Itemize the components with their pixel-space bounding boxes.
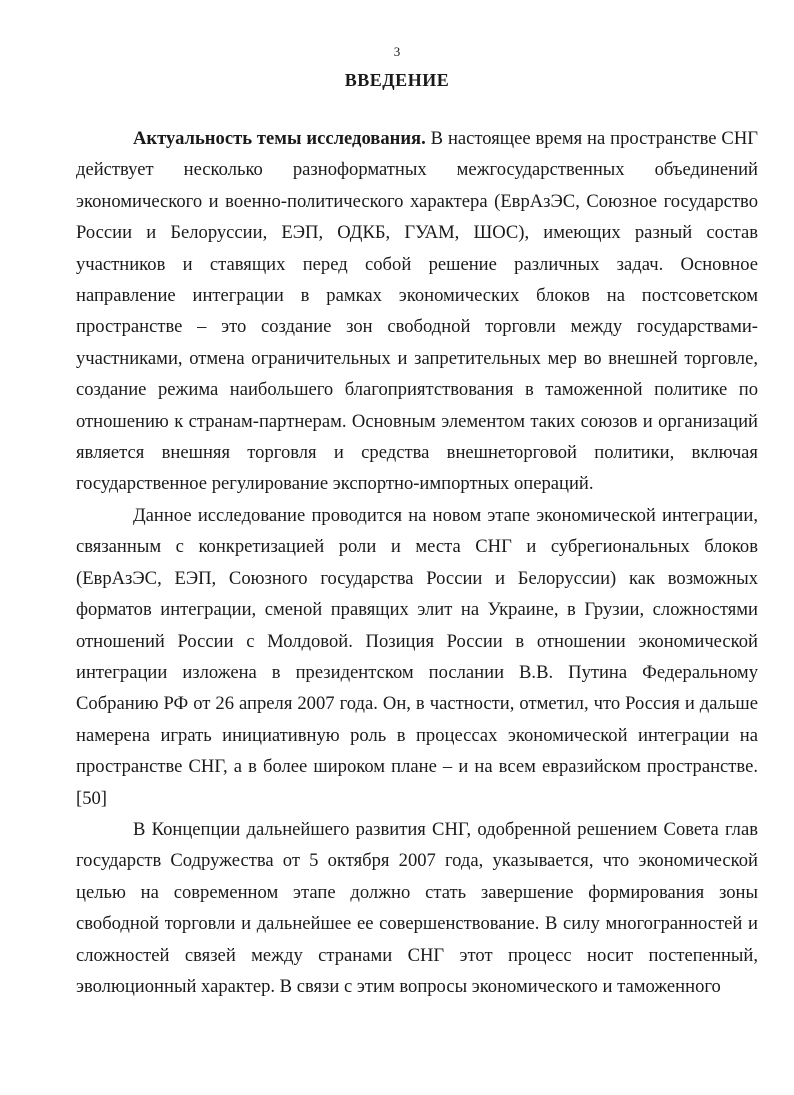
paragraph-cis-concept xyxy=(76,814,758,1002)
paragraph-lead: Актуальность темы исследования. xyxy=(133,128,426,149)
section-heading: ВВЕДЕНИЕ xyxy=(344,70,450,90)
paragraph-relevance xyxy=(76,123,758,500)
paragraph-text: Данное исследование проводится на новом этапе экономической интеграции, связанным с конкретизацией роли и места СНГ и субрегиональных блоков (ЕврАзЭС, ЕЭП, Союзного государства России и Белоруссии) как возможных форматов интеграции, сменой правящих элит на Украине, в Грузии, сложностями отношений России с Молдовой. Позиция России в отношении экономической интеграции изложена в президентском послании В.В. Путина Федеральному Собранию РФ от 26 апреля 2007 года. Он, в частности, отметил, что Россия и дальше намерена играть инициативную роль в процессах экономической интеграции на пространстве СНГ, а в более широком плане – и на всем евразийском пространстве.[50] xyxy=(76,504,758,809)
paragraph-integration-stage xyxy=(76,500,758,814)
paragraph-text: В настоящее время на пространстве СНГ действует несколько разноформатных межгосударственных объединений экономического и военно-политического характера (ЕврАзЭС, Союзное государство России и Белоруссии, ЕЭП, ОДКБ, ГУАМ, ШОС), имеющих разный состав участников и ставящих перед собой решение различных задач. Основное направление интеграции в рамках экономических блоков на постсоветском пространстве – это создание зон свободной торговли между государствами-участниками, отмена ограничительных и запретительных мер во внешней торговле, создание режима наибольшего благоприятствования в таможенной политике по отношению к странам-партнерам. Основным элементом таких союзов и организаций является внешняя торговля и средства внешнеторговой политики, включая государственное регулирование экспортно-импортных операций. xyxy=(76,128,758,495)
paragraph-text: В Концепции дальнейшего развития СНГ, одобренной решением Совета глав государств Содружества от 5 октября 2007 года, указывается, что экономической целью на современном этапе должно стать завершение формирования зоны свободной торговли и дальнейшее ее совершенствование. В силу многогранностей и сложностей связей между странами СНГ этот процесс носит постепенный, эволюционный характер. В связи с этим вопросы экономического и таможенного xyxy=(76,818,758,997)
body-text xyxy=(76,123,758,1002)
page-number: 3 xyxy=(393,44,401,59)
